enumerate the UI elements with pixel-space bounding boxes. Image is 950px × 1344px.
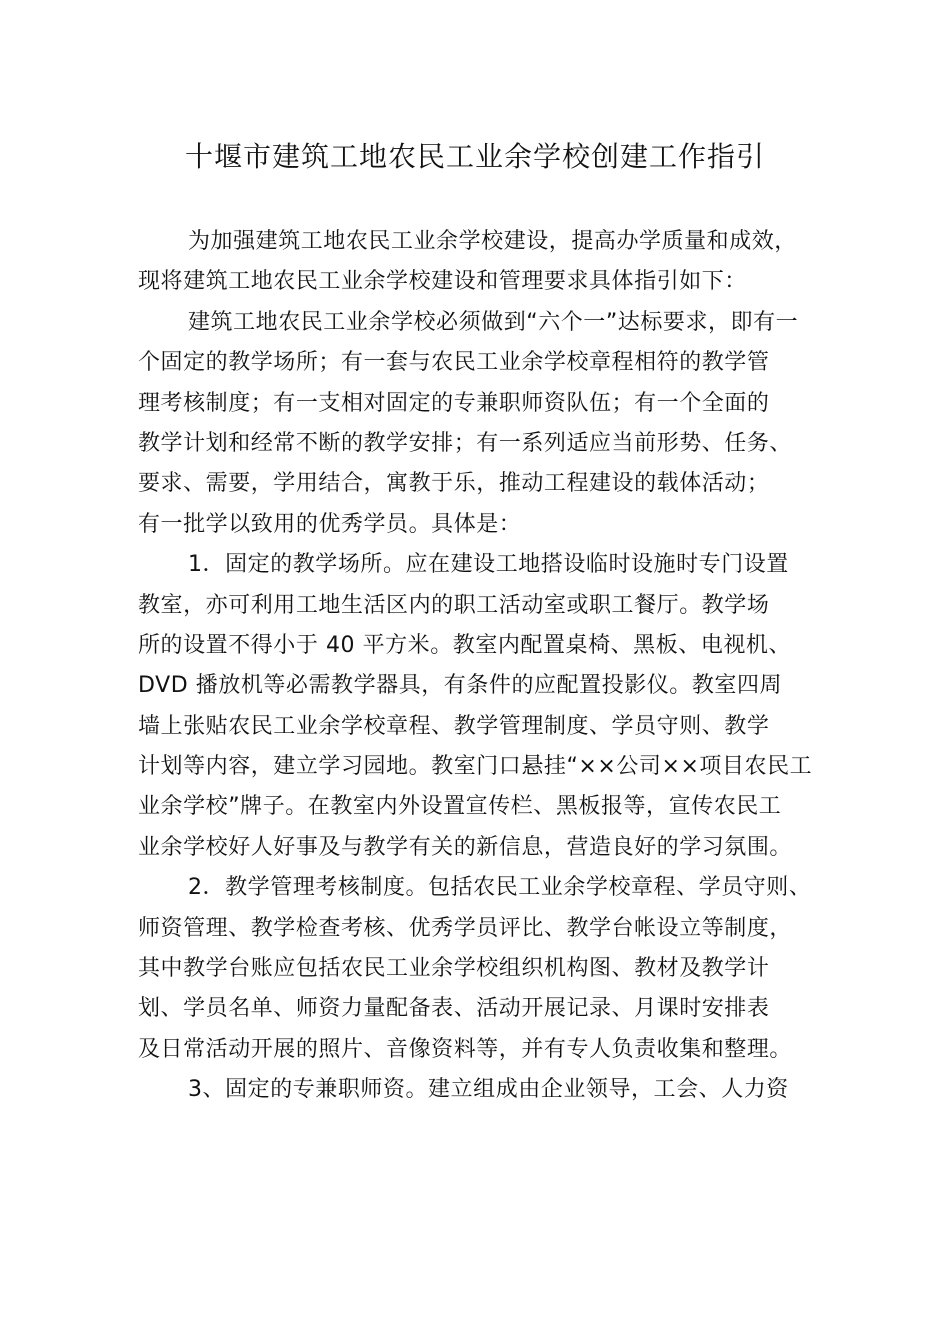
paragraph-line: 其中教学台账应包括农民工业余学校组织机构图、教材及教学计 (138, 956, 770, 982)
paragraph-line: 1．固定的教学场所。应在建设工地搭设临时设施时专门设置 (188, 552, 789, 578)
paragraph-line: 墙上张贴农民工业余学校章程、教学管理制度、学员守则、教学 (138, 713, 770, 739)
paragraph-line: 要求、需要，学用结合，寓教于乐，推动工程建设的载体活动； (138, 471, 770, 497)
paragraph-line: 计划等内容，建立学习园地。教室门口悬挂“××公司××项目农民工 (138, 754, 813, 780)
paragraph-line: 业余学校”牌子。在教室内外设置宣传栏、黑板报等，宣传农民工 (138, 794, 782, 820)
paragraph-line: 现将建筑工地农民工业余学校建设和管理要求具体指引如下： (138, 269, 747, 295)
paragraph-line: 业余学校好人好事及与教学有关的新信息，营造良好的学习氛围。 (138, 834, 792, 860)
paragraph-line: 建筑工地农民工业余学校必须做到“六个一”达标要求，即有一 (188, 309, 799, 335)
paragraph-line: 为加强建筑工地农民工业余学校建设，提高办学质量和成效， (188, 229, 797, 254)
paragraph-line: 教学计划和经常不断的教学安排；有一系列适应当前形势、任务、 (138, 430, 792, 456)
paragraph-line: 理考核制度；有一支相对固定的专兼职师资队伍；有一个全面的 (138, 390, 770, 416)
document-title: 十堰市建筑工地农民工业余学校创建工作指引 (184, 140, 765, 173)
paragraph-line: 及日常活动开展的照片、音像资料等，并有专人负责收集和整理。 (138, 1036, 792, 1062)
paragraph-line: 教室，亦可利用工地生活区内的职工活动室或职工餐厅。教学场 (138, 592, 770, 618)
paragraph-line: 3、固定的专兼职师资。建立组成由企业领导，工会、人力资 (188, 1077, 789, 1103)
paragraph-line: 有一批学以致用的优秀学员。具体是： (138, 511, 522, 537)
paragraph-line: DVD 播放机等必需教学器具，有条件的应配置投影仪。教室四周 (138, 673, 783, 699)
paragraph-line: 个固定的教学场所；有一套与农民工业余学校章程相符的教学管 (138, 350, 770, 376)
paragraph-line: 所的设置不得小于 40 平方米。教室内配置桌椅、黑板、电视机、 (138, 632, 792, 658)
paragraph-line: 师资管理、教学检查考核、优秀学员评比、教学台帐设立等制度， (138, 915, 792, 941)
document-body (138, 222, 878, 1111)
paragraph-line: 划、学员名单、师资力量配备表、活动开展记录、月课时安排表 (138, 996, 770, 1022)
paragraph-line: 2．教学管理考核制度。包括农民工业余学校章程、学员守则、 (188, 875, 812, 901)
